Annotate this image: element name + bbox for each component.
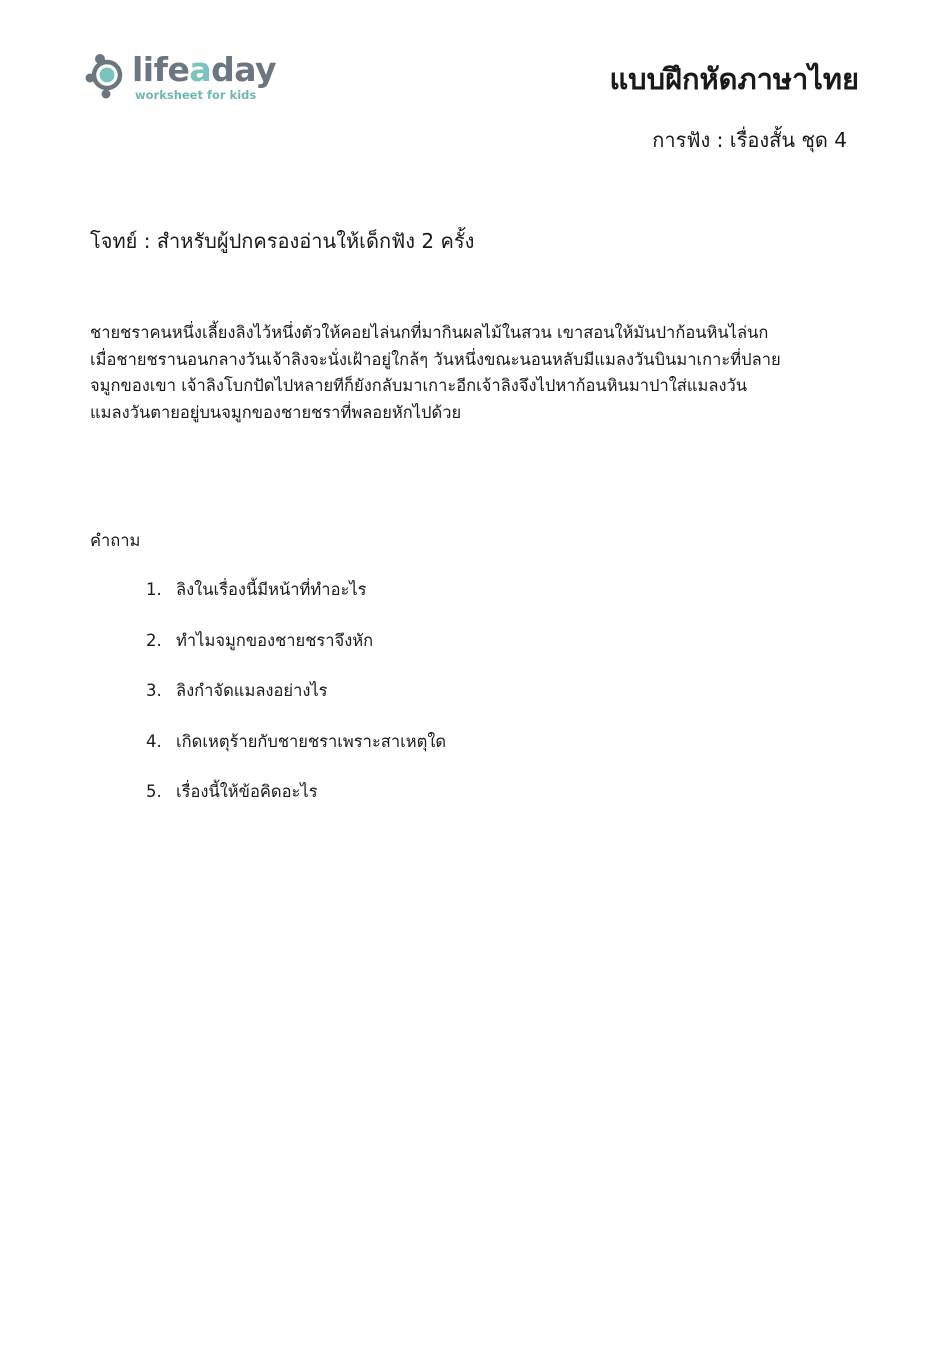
logo-wordmark: lifeaday bbox=[132, 50, 277, 89]
question-text: เกิดเหตุร้ายกับชายชราเพราะสาเหตุใด bbox=[176, 731, 447, 751]
page-title: แบบฝึกหัดภาษาไทย bbox=[609, 62, 859, 96]
story-line: แมลงวันตายอยู่บนจมูกของชายชราที่พลอยหักไปด้วย bbox=[90, 402, 462, 422]
question-item bbox=[146, 780, 446, 831]
story-line: เมื่อชายชรานอนกลางวันเจ้าลิงจะนั่งเฝ้าอยู่ใกล้ๆ วันหนึ่งขณะนอนหลับมีแมลงวันบินมาเกาะที่ปลาย bbox=[90, 349, 781, 369]
questions-heading: คำถาม bbox=[90, 531, 141, 550]
question-number: 4. bbox=[146, 731, 162, 751]
story-line: จมูกของเขา เจ้าลิงโบกปัดไปหลายทีก็ยังกลับมาเกาะอีกเจ้าลิงจึงไปหาก้อนหินมาปาใส่แมลงวัน bbox=[90, 376, 748, 395]
question-text: เรื่องนี้ให้ข้อคิดอะไร bbox=[176, 782, 318, 802]
question-item bbox=[146, 679, 446, 730]
question-item bbox=[146, 629, 446, 680]
questions-list bbox=[146, 578, 446, 831]
lifeaday-logo bbox=[82, 50, 277, 106]
question-text: ลิงกำจัดแมลงอย่างไร bbox=[176, 681, 328, 701]
question-number: 3. bbox=[146, 681, 162, 701]
story-paragraph bbox=[90, 320, 860, 426]
story-line: ชายชราคนหนึ่งเลี้ยงลิงไว้หนึ่งตัวให้คอยไล่นกที่มากินผลไม้ในสวน เขาสอนให้มันปาก้อนหินไล่นก bbox=[90, 323, 769, 342]
question-number: 2. bbox=[146, 630, 162, 650]
page-subtitle: การฟัง : เรื่องสั้น ชุด 4 bbox=[652, 128, 847, 152]
question-number: 1. bbox=[146, 580, 162, 599]
logo-tagline: worksheet for kids bbox=[135, 88, 257, 102]
question-text: ทำไมจมูกของชายชราจึงหัก bbox=[176, 630, 374, 650]
instruction-text: โจทย์ : สำหรับผู้ปกครองอ่านให้เด็กฟัง 2 ครั้ง bbox=[90, 229, 475, 253]
question-number: 5. bbox=[146, 782, 162, 802]
question-item bbox=[146, 578, 446, 629]
question-item bbox=[146, 730, 446, 781]
molecule-logo-icon bbox=[82, 50, 132, 100]
question-text: ลิงในเรื่องนี้มีหน้าที่ทำอะไร bbox=[176, 580, 367, 599]
